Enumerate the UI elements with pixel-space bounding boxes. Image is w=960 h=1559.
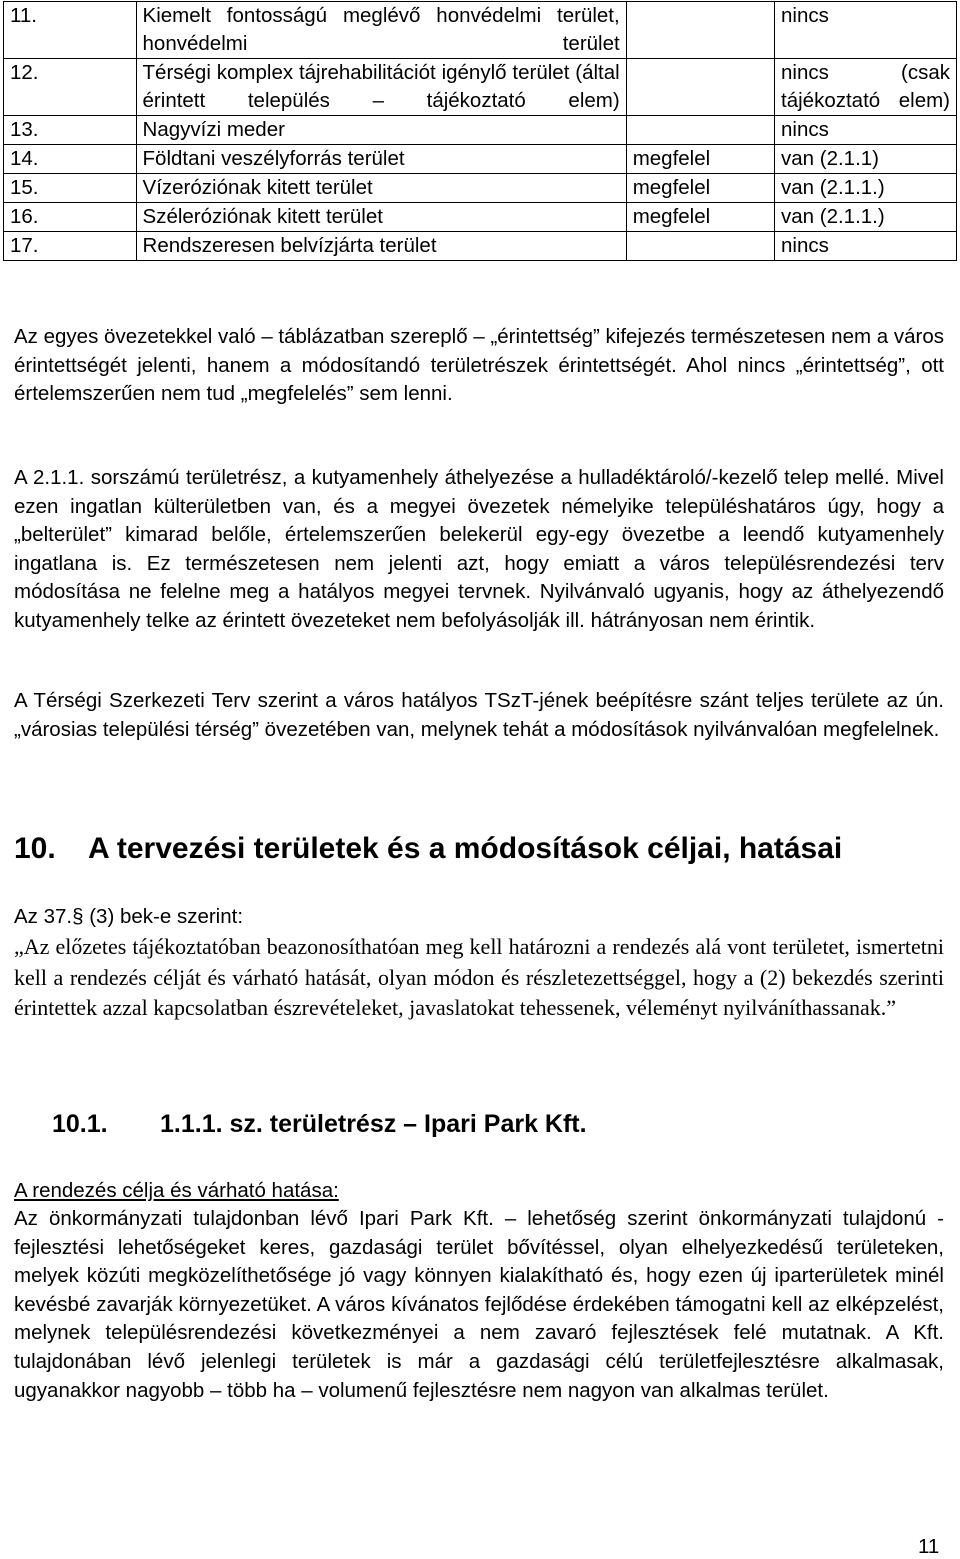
row-compliance: megfelel <box>626 203 774 232</box>
row-zone-name: Térségi komplex tájrehabilitációt igénylő terület (által érintett település – tájékoztató elem) <box>136 59 626 116</box>
row-number: 13. <box>4 116 137 145</box>
section-number: 10. <box>14 832 56 865</box>
row-zone-name: Kiemelt fontosságú meglévő honvédelmi terület, honvédelmi terület <box>136 2 626 59</box>
zones-table-body <box>4 2 957 261</box>
subsection-heading <box>52 1108 587 1140</box>
row-number: 15. <box>4 174 137 203</box>
row-compliance <box>626 59 774 116</box>
goal-text: Az önkormányzati tulajdonban lévő Ipari Park Kft. – lehetőség szerint önkormányzati tulajdonú - fejlesztési lehetőségeket keres, gazdasági terület bővítéssel, olyan elhelyezkedésű területeken, melyek közúti megközelíthetősége jó vagy könnyen kialakítható és, hogy ezen új iparterületek minél kevésbé zavarják környezetüket. A város kívánatos fejlődése érdekében támogatni kell az elképzelést, melynek településrendezési következményei a nem zavaró fejlesztések felé mutatnak. A Kft. tulajdonában lévő jelenlegi területek is már a gazdasági célú területfejlesztésre alkalmasak, ugyanakkor nagyobb – több ha – volumenű fejlesztésre nem nagyon van alkalmas terület. <box>14 1207 944 1402</box>
row-zone-name: Nagyvízi meder <box>136 116 626 145</box>
row-compliance: megfelel <box>626 145 774 174</box>
row-compliance <box>626 116 774 145</box>
row-affectedness: van (2.1.1.) <box>775 203 957 232</box>
row-number: 11. <box>4 2 137 59</box>
row-affectedness: nincs <box>775 116 957 145</box>
subsection-title: 1.1.1. sz. területrész – Ipari Park Kft. <box>160 1110 587 1138</box>
row-number: 12. <box>4 59 137 116</box>
row-number: 16. <box>4 203 137 232</box>
row-number: 17. <box>4 232 137 261</box>
table-row <box>4 232 957 261</box>
row-number: 14. <box>4 145 137 174</box>
row-affectedness: nincs (csak tájékoztató elem) <box>775 59 957 116</box>
table-row <box>4 174 957 203</box>
row-compliance: megfelel <box>626 174 774 203</box>
section-title: A tervezési területek és a módosítások céljai, hatásai <box>88 832 843 865</box>
page-number: 11 <box>918 1535 940 1558</box>
row-affectedness: nincs <box>775 232 957 261</box>
row-zone-name: Vízeróziónak kitett terület <box>136 174 626 203</box>
paragraph-dog-shelter: A 2.1.1. sorszámú területrész, a kutyamenhely áthelyezése a hulladéktároló/-kezelő telep mellé. Mivel ezen ingatlan külterületben van, és a megyei övezetek némelyike településhatáros úgy, hogy a „belterület” kimarad belőle, értelemszerűen belekerül egy-egy övezetbe a leendő kutyamenhely ingatlana is. Ez természetesen nem jelenti azt, hogy emiatt a város településrendezési terv módosítása ne felelne meg a hatályos megyei tervnek. Nyilvánvaló ugyanis, hogy az áthelyezendő kutyamenhely telke az érintett övezeteket nem befolyásolják ill. hátrányosan nem érintik. <box>14 466 944 632</box>
table-row <box>4 145 957 174</box>
zones-table <box>3 1 957 261</box>
table-row <box>4 59 957 116</box>
row-zone-name: Földtani veszélyforrás terület <box>136 145 626 174</box>
row-affectedness: van (2.1.1) <box>775 145 957 174</box>
legal-quote: „Az előzetes tájékoztatóban beazonosíthatóan meg kell határozni a rendezés alá vont területet, ismertetni kell a rendezés célját és várható hatását, olyan módon és részletezettséggel, hogy a (2) bekezdés szerinti érintettek azzal kapcsolatban észrevételeket, javaslatokat tehessenek, véleményt nyilváníthassanak.” <box>14 934 944 1020</box>
table-row <box>4 2 957 59</box>
section-heading <box>14 829 842 869</box>
law-reference: Az 37.§ (3) bek-e szerint: <box>14 905 244 928</box>
row-zone-name: Széleróziónak kitett terület <box>136 203 626 232</box>
row-affectedness: nincs <box>775 2 957 59</box>
row-affectedness: van (2.1.1.) <box>775 174 957 203</box>
paragraph-affectedness: Az egyes övezetekkel való – táblázatban szereplő – „érintettség” kifejezés természetesen nem a város érintettségét jelenti, hanem a módosítandó területrészek érintettségét. Ahol nincs „érintettség”, ott értelemszerűen nem tud „megfelelés” sem lenni. <box>14 325 944 406</box>
row-zone-name: Rendszeresen belvízjárta terület <box>136 232 626 261</box>
subsection-number: 10.1. <box>52 1110 108 1138</box>
row-compliance <box>626 2 774 59</box>
goal-heading: A rendezés célja és várható hatása: <box>14 1179 339 1202</box>
table-row <box>4 203 957 232</box>
row-compliance <box>626 232 774 261</box>
paragraph-regional-plan: A Térségi Szerkezeti Terv szerint a város hatályos TSzT-jének beépítésre szánt teljes területe az ún. „városias települési térség” övezetében van, melynek tehát a módosítások nyilvánvalóan megfelelnek. <box>14 689 944 741</box>
table-row <box>4 116 957 145</box>
